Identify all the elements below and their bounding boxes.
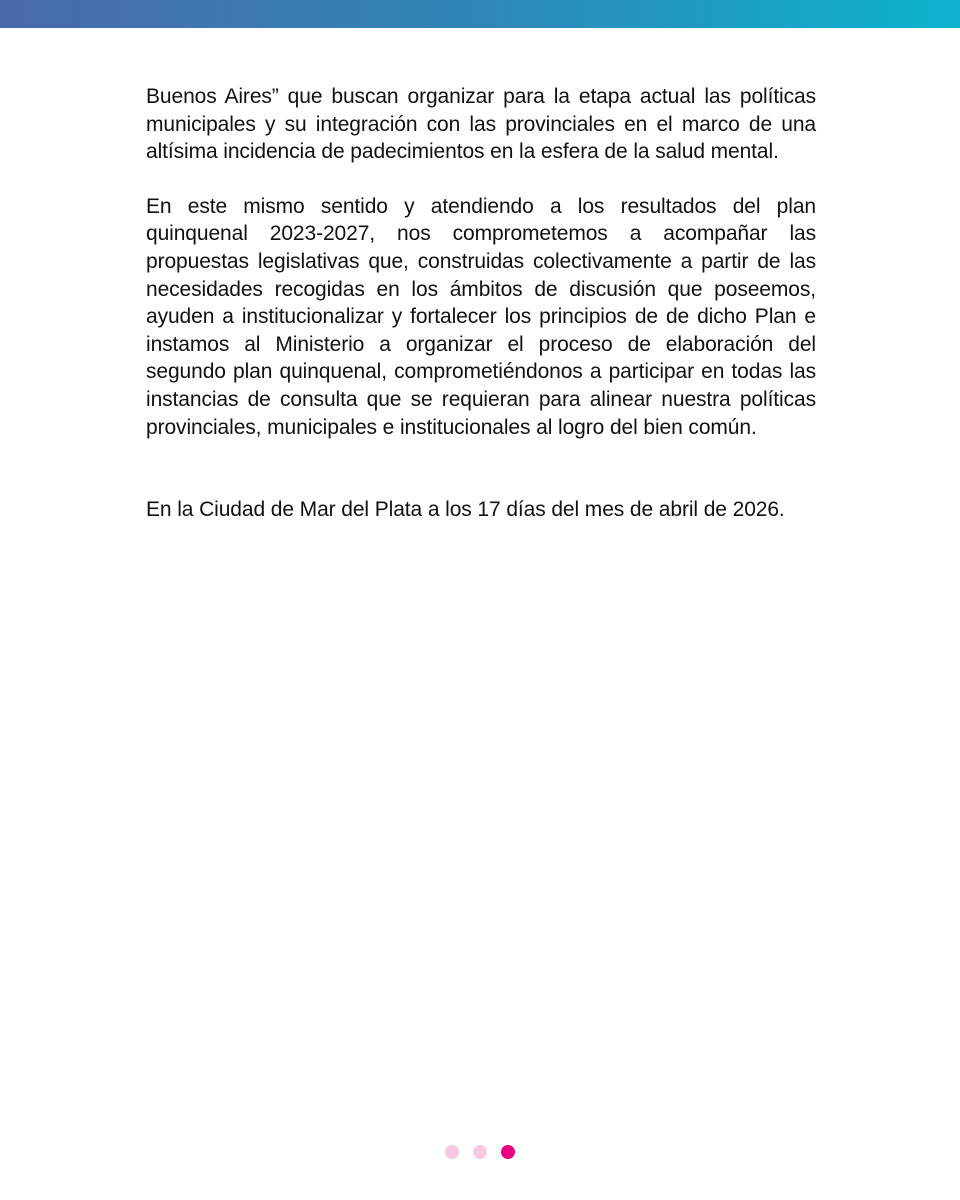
page-dot-3[interactable] — [501, 1145, 515, 1159]
paragraph-1: Buenos Aires” que buscan organizar para la etapa actual las políticas municipales y su integración con las provinciales en el marco de una altísima incidencia de padecimientos en la esfera de la salud mental. — [146, 85, 816, 164]
page-dot-2[interactable] — [473, 1145, 487, 1159]
paragraph-2: En este mismo sentido y atendiendo a los resultados del plan quinquenal 2023-2027, nos comprometemos a acompañar las propuestas legislativas que, construidas colectivamente a partir de las necesidades recogidas en los ámbitos de discusión que poseemos, ayuden a institucionalizar y fortalecer los principios de de dicho Plan e instamos al Ministerio a organizar el proceso de elaboración del segundo plan quinquenal, comprometiéndonos a participar en todas las instancias de consulta que se requieran para alinear nuestra políticas provinciales, municipales e institucionales al logro del bien común. — [146, 194, 816, 439]
top-gradient-bar — [0, 0, 960, 28]
closing-date-line: En la Ciudad de Mar del Plata a los 17 días del mes de abril de 2026. — [146, 498, 785, 522]
page-indicator — [445, 1145, 515, 1159]
document-body — [146, 83, 816, 524]
page-dot-1[interactable] — [445, 1145, 459, 1159]
